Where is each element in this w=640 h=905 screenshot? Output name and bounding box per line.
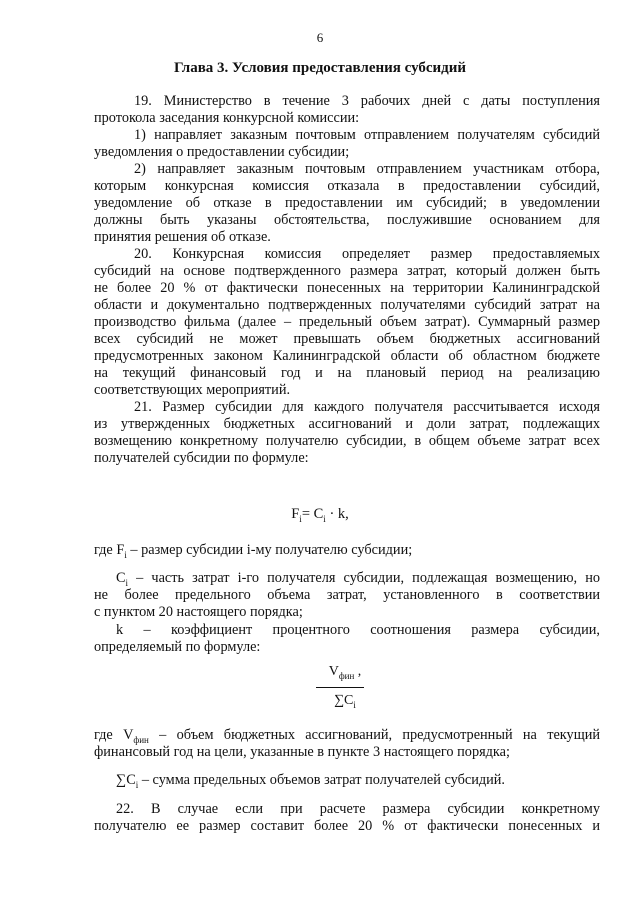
paragraph-line: финансовый год на цели, указанные в пункте 3 настоящего порядка; (94, 744, 510, 760)
paragraph-line: на текущий финансовый год и на плановый период на реализацию (94, 365, 600, 381)
paragraph-line: k – коэффициент процентного соотношения размера субсидии, (116, 622, 600, 638)
formula-subscript: фин (133, 734, 149, 745)
paragraph-line: субсидий на основе подтвержденного размера затрат, который должен быть (94, 263, 600, 279)
chapter-heading: Глава 3. Условия предоставления субсидий (173, 60, 467, 76)
paragraph-line: определяемый по формуле: (94, 639, 261, 655)
formula-symbol: = C (301, 506, 324, 522)
paragraph-line: которым конкурсная комиссия отказала в предоставлении субсидий, (94, 178, 600, 194)
formula-symbol: ∑C (334, 693, 354, 708)
definition-text: где F (94, 542, 125, 558)
definition-text: где V (94, 727, 134, 743)
definition-text: ∑C (116, 772, 136, 788)
paragraph-line: протокола заседания конкурсной комиссии: (94, 110, 360, 126)
formula-symbol: · k, (325, 506, 349, 522)
paragraph-line: предусмотренных законом Калининградской области об областном бюджете (94, 348, 600, 364)
paragraph-line: области и документально подтвержденных получателями субсидий затрат на (94, 297, 600, 313)
fraction-denominator (300, 693, 390, 710)
definition-line (94, 542, 600, 564)
formula-subscript: i (125, 577, 129, 588)
paragraph-line: получателей субсидии по формуле: (94, 450, 309, 466)
paragraph-line: уведомления о предоставлении субсидии; (94, 144, 350, 160)
paragraph-line: не более предельного объема затрат, установленного в соответствии (94, 587, 600, 603)
paragraph-line: из утвержденных бюджетных ассигнований и доли затрат, подлежащих (94, 416, 600, 432)
paragraph-line: 22. В случае если при расчете размера субсидии конкретному (116, 801, 600, 817)
paragraph-line: 2) направляет заказным почтовым отправлением участникам отбора, (134, 161, 600, 177)
paragraph-line: соответствующих мероприятий. (94, 382, 291, 398)
page-number: 6 (316, 30, 324, 45)
paragraph-line: 20. Конкурсная комиссия определяет размер предоставляемых (134, 246, 600, 262)
definition-text: – сумма предельных объемов затрат получателей субсидий. (138, 772, 506, 788)
paragraph-line: 1) направляет заказным почтовым отправлением получателям субсидий (134, 127, 600, 143)
formula-subscript: i (299, 513, 302, 524)
definition-text: – размер субсидии i-му получателю субсидии; (126, 542, 413, 558)
paragraph-line: принятия решения об отказе. (94, 229, 271, 245)
fraction-bar (316, 687, 364, 688)
paragraph-line: возмещению конкретному получателю субсидии, в общем объеме затрат всех (94, 433, 600, 449)
definition-text: – объем бюджетных ассигнований, предусмотренный на текущий (148, 727, 601, 743)
fraction-numerator (300, 664, 390, 681)
definition-line (116, 772, 600, 794)
formula-symbol: V (328, 664, 339, 679)
formula-subscript: i (353, 699, 356, 710)
formula-subscript: фин (338, 670, 355, 681)
paragraph-line: 21. Размер субсидии для каждого получателя рассчитывается исходя (134, 399, 600, 415)
paragraph-line: должны быть указаны обстоятельства, послужившие основанием для (94, 212, 600, 228)
definition-text: C (116, 570, 126, 586)
paragraph-line: уведомление об отказе в предоставлении им субсидий; в уведомлении (94, 195, 600, 211)
paragraph-line: 19. Министерство в течение 3 рабочих дней с даты поступления (134, 93, 600, 109)
paragraph-line: получателю ее размер составит более 20 % от фактически понесенных и (94, 818, 600, 834)
definition-text: – часть затрат i-го получателя субсидии, подлежащая возмещению, но (128, 570, 600, 586)
paragraph-line: производство фильма (далее – предельный объем затрат). Суммарный размер (94, 314, 600, 330)
paragraph-line: не более 20 % от фактически понесенных на территории Калининградской (94, 280, 600, 296)
subsidy-formula (0, 506, 640, 524)
formula-symbol: , (354, 664, 362, 679)
formula-subscript: i (124, 549, 127, 560)
formula-symbol: F (291, 506, 300, 522)
paragraph-line: всех субсидий не может превышать объем бюджетных ассигнований (94, 331, 600, 347)
formula-subscript: i (323, 513, 326, 524)
paragraph-line: с пунктом 20 настоящего порядка; (94, 604, 303, 620)
formula-subscript: i (135, 779, 139, 790)
